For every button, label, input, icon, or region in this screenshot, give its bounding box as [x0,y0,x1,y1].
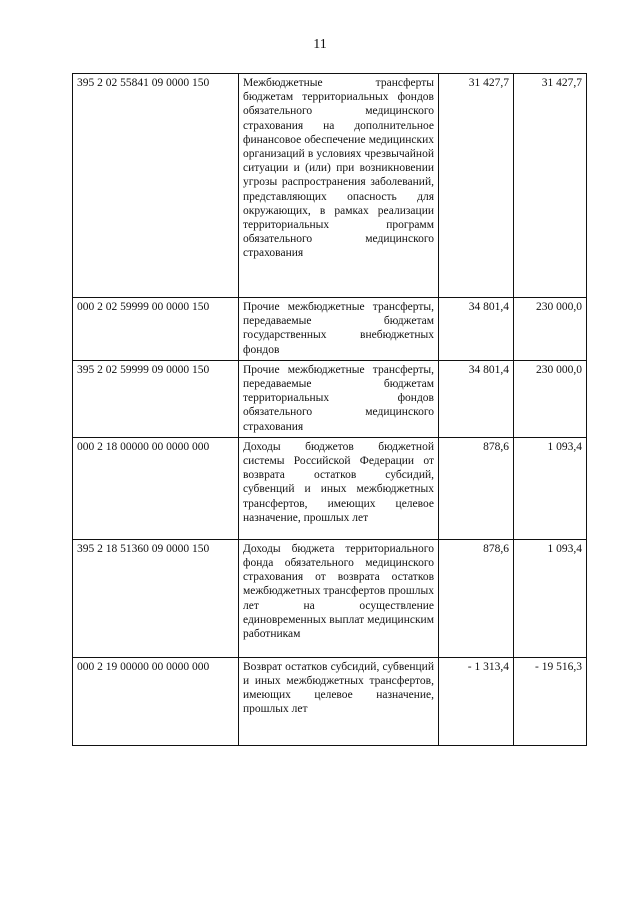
amount-2: 230 000,0 [514,360,587,437]
amount-2: 31 427,7 [514,74,587,298]
budget-code: 000 2 02 59999 00 0000 150 [73,298,239,361]
budget-code: 395 2 18 51360 09 0000 150 [73,539,239,657]
table-row [73,657,587,745]
budget-code: 000 2 18 00000 00 0000 000 [73,437,239,539]
budget-item-name: Межбюджетные трансферты бюджетам территориальных фондов обязательного медицинского страхования на дополнительное финансовое обеспечение медицинских организаций в условиях чрезвычайной ситуации и (или) при возникновении угрозы распространения заболеваний, представляющих опасность для окружающих, в рамках реализации территориальных программ обязательного медицинского страхования [239,74,439,298]
amount-1: 31 427,7 [439,74,514,298]
budget-item-name: Возврат остатков субсидий, субвенций и иных межбюджетных трансфертов, имеющих целевое назначение, прошлых лет [239,657,439,745]
budget-item-name: Доходы бюджета территориального фонда обязательного медицинского страхования от возврата остатков межбюджетных трансфертов прошлых лет на осуществление единовременных выплат медицинским работникам [239,539,439,657]
table-row [73,298,587,361]
amount-1: - 1 313,4 [439,657,514,745]
amount-2: 1 093,4 [514,437,587,539]
budget-item-name: Прочие межбюджетные трансферты, передаваемые бюджетам территориальных фондов обязательного медицинского страхования [239,360,439,437]
budget-table [72,73,587,746]
table-row [73,539,587,657]
page-number: 11 [313,37,327,52]
amount-2: 230 000,0 [514,298,587,361]
amount-1: 34 801,4 [439,360,514,437]
budget-code: 395 2 02 59999 09 0000 150 [73,360,239,437]
amount-1: 878,6 [439,539,514,657]
budget-item-name: Доходы бюджетов бюджетной системы Российской Федерации от возврата остатков субсидий, субвенций и иных межбюджетных трансфертов, имеющих целевое назначение, прошлых лет [239,437,439,539]
table-row [73,74,587,298]
budget-code: 395 2 02 55841 09 0000 150 [73,74,239,298]
amount-2: 1 093,4 [514,539,587,657]
table-row [73,437,587,539]
amount-2: - 19 516,3 [514,657,587,745]
amount-1: 34 801,4 [439,298,514,361]
amount-1: 878,6 [439,437,514,539]
budget-code: 000 2 19 00000 00 0000 000 [73,657,239,745]
table-row [73,360,587,437]
budget-item-name: Прочие межбюджетные трансферты, передаваемые бюджетам государственных внебюджетных фондов [239,298,439,361]
